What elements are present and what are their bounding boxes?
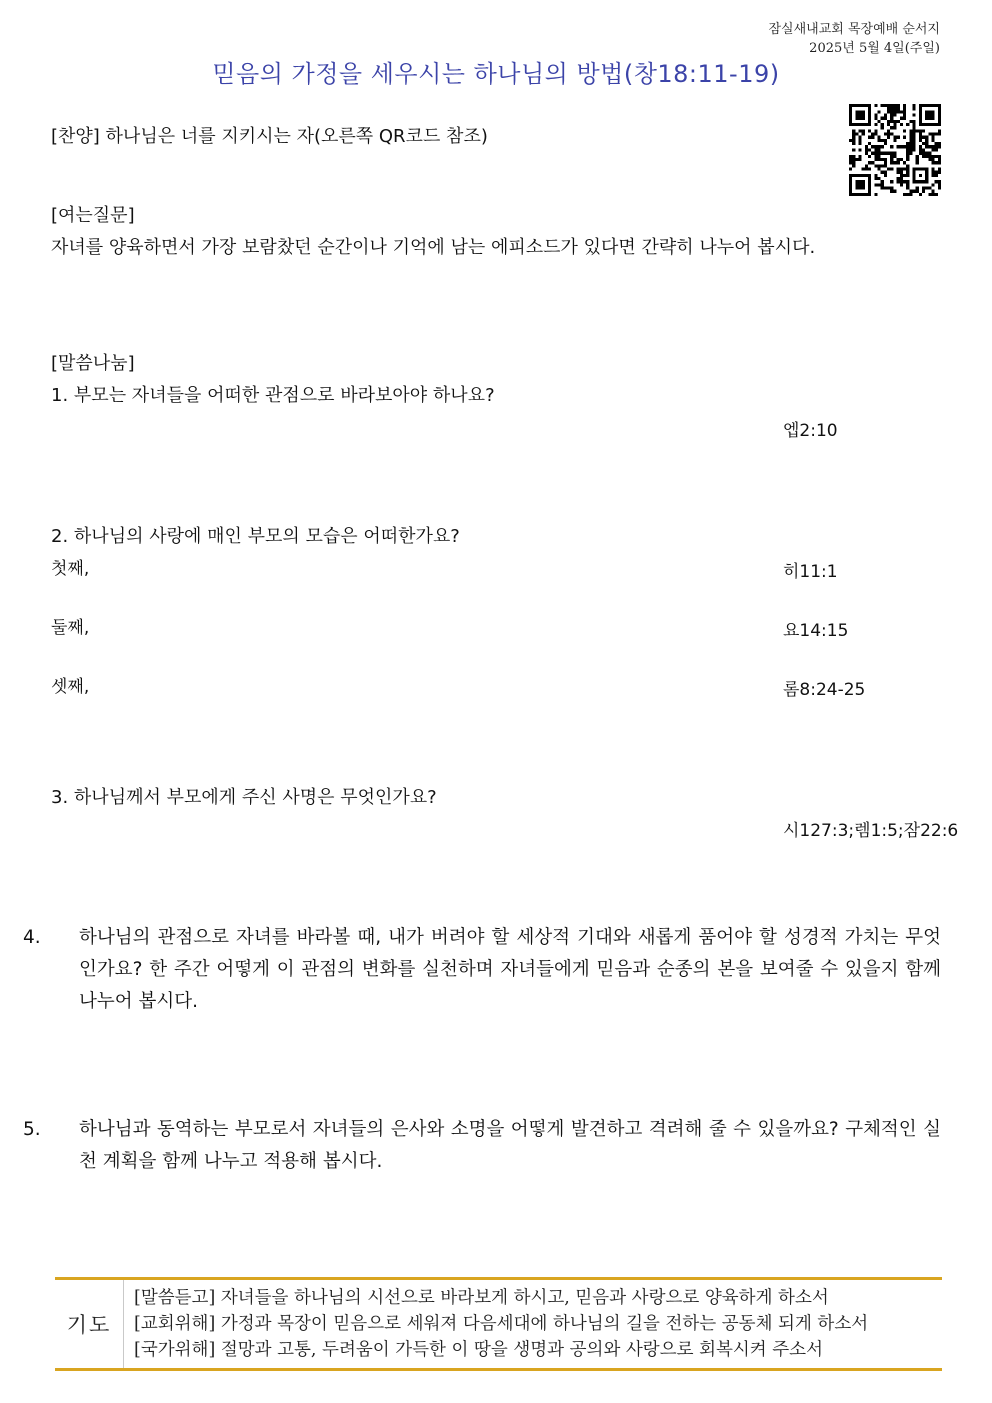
opening-heading: [여는질문] bbox=[51, 205, 135, 226]
question-1-number: 1. bbox=[51, 385, 69, 406]
prayer-box bbox=[55, 1277, 942, 1371]
prayer-line-church: [교회위해] 가정과 목장이 믿음으로 세워져 다음세대에 하나님의 길을 전하는 공동체 되게 하소서 bbox=[134, 1314, 869, 1334]
question-1-reference: 엡2:10 bbox=[783, 421, 838, 441]
point-first-reference: 히11:1 bbox=[783, 562, 838, 582]
point-second-reference: 요14:15 bbox=[783, 621, 849, 641]
qr-code[interactable] bbox=[849, 104, 941, 196]
question-3-text: 하나님께서 부모에게 주신 사명은 무엇인가요? bbox=[73, 787, 437, 808]
page-title: 믿음의 가정을 세우시는 하나님의 방법(창18:11-19) bbox=[212, 60, 780, 88]
church-service-label: 잠실새내교회 목장예배 순서지 bbox=[768, 22, 940, 37]
question-3-number: 3. bbox=[51, 787, 69, 808]
prayer-label: 기도 bbox=[55, 1280, 124, 1368]
point-first-label: 첫째, bbox=[51, 559, 90, 579]
question-5-text: 하나님과 동역하는 부모로서 자녀들의 은사와 소명을 어떻게 발견하고 격려해 줄 수 있을까요? 구체적인 실천 계획을 함께 나누고 적용해 봅시다. bbox=[79, 1119, 941, 1172]
question-2 bbox=[51, 524, 460, 550]
question-2-text: 하나님의 사랑에 매인 부모의 모습은 어떠한가요? bbox=[73, 526, 460, 547]
question-2-number: 2. bbox=[51, 526, 69, 547]
word-heading: [말씀나눔] bbox=[51, 353, 135, 374]
point-third-label: 셋째, bbox=[51, 677, 90, 697]
point-second-label: 둘째, bbox=[51, 618, 90, 638]
question-1-text: 부모는 자녀들을 어떠한 관점으로 바라보아야 하나요? bbox=[73, 385, 495, 406]
point-third-reference: 롬8:24-25 bbox=[783, 680, 866, 700]
question-4 bbox=[23, 922, 941, 1018]
question-4-text: 하나님의 관점으로 자녀를 바라볼 때, 내가 버려야 할 세상적 기대와 새롭게 품어야 할 성경적 가치는 무엇인가요? 한 주간 어떻게 이 관점의 변화를 실천하며 자녀들에게 믿음과 순종의 본을 보여줄 수 있을지 함께 나누어 봅시다. bbox=[79, 927, 941, 1012]
question-4-number: 4. bbox=[23, 927, 41, 948]
question-3-reference: 시127:3;렘1:5;잠22:6 bbox=[783, 821, 959, 841]
service-date: 2025년 5월 4일(주일) bbox=[809, 41, 940, 56]
question-5-number: 5. bbox=[23, 1119, 41, 1140]
prayer-lines bbox=[134, 1285, 939, 1363]
praise-line: [찬양] 하나님은 너를 지키시는 자(오른쪽 QR코드 참조) bbox=[51, 126, 488, 147]
question-3 bbox=[51, 785, 437, 811]
prayer-line-nation: [국가위해] 절망과 고통, 두려움이 가득한 이 땅을 생명과 공의와 사랑으로 회복시켜 주소서 bbox=[134, 1340, 823, 1360]
question-5 bbox=[23, 1114, 941, 1178]
opening-question: 자녀를 양육하면서 가장 보람찼던 순간이나 기억에 남는 에피소드가 있다면 간략히 나누어 봅시다. bbox=[51, 237, 816, 258]
question-1 bbox=[51, 383, 495, 409]
prayer-line-word: [말씀듣고] 자녀들을 하나님의 시선으로 바라보게 하시고, 믿음과 사랑으로 양육하게 하소서 bbox=[134, 1288, 829, 1308]
